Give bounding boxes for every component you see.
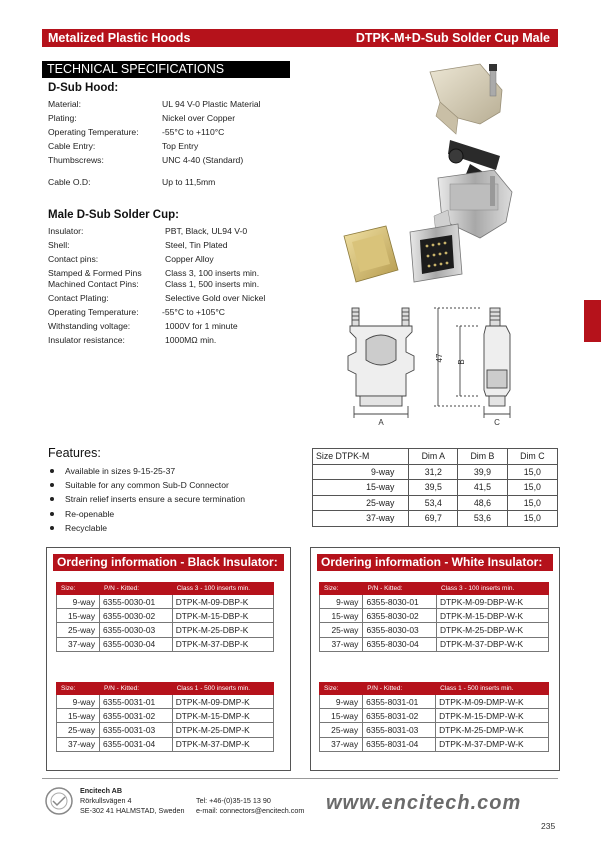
footer-contact — [196, 796, 304, 816]
table-row: 15-way 6355-8031-02 DTPK-M-15-DMP-W-K — [320, 709, 549, 723]
male-cup-title: Male D-Sub Solder Cup: — [48, 209, 179, 221]
hood-top-image — [430, 64, 502, 134]
tech-spec-header — [42, 61, 290, 78]
bullet-icon — [50, 526, 54, 530]
table-header-row: Size: P/N - Kitted: Class 3 - 100 inserts min. — [57, 583, 274, 595]
spec-label: Operating Temperature: — [48, 307, 139, 317]
dsub-hood-title: D-Sub Hood: — [48, 82, 119, 94]
spec-value: -55°C to +105°C — [162, 307, 226, 317]
header-left-title: Metalized Plastic Hoods — [48, 31, 191, 45]
features-list — [48, 464, 245, 535]
header-bar — [42, 29, 558, 47]
spec-value: Up to 11,5mm — [162, 177, 216, 187]
spec-label: Withstanding voltage: — [48, 321, 131, 331]
spec-label: Insulator: — [48, 226, 84, 236]
order-white-box — [310, 547, 560, 771]
dim-b-label: B — [457, 359, 466, 365]
table-header-row: Size: P/N - Kitted: Class 3 - 100 inserts min. — [320, 583, 549, 595]
table-row: 37-way 69,7 53,6 15,0 — [313, 511, 558, 527]
table-row: 15-way 6355-8030-02 DTPK-M-15-DBP-W-K — [320, 609, 549, 623]
company-email[interactable]: e-mail: connectors@encitech.com — [196, 806, 305, 815]
bullet-icon — [50, 512, 54, 516]
table-row: 25-way 6355-8030-03 DTPK-M-25-DBP-W-K — [320, 623, 549, 637]
certification-seal-icon — [44, 786, 74, 816]
table-row: 9-way 6355-0031-01 DTPK-M-09-DMP-K — [57, 695, 274, 709]
dim-a-label: A — [378, 418, 384, 427]
page-number: 235 — [541, 821, 556, 831]
spec-value: 1000MΩ min. — [165, 335, 217, 345]
feature-item: Re-openable — [48, 507, 245, 521]
company-street: Rörkullsvägen 4 — [80, 796, 132, 805]
spec-value: 1000V for 1 minute — [165, 321, 238, 331]
table-row: 9-way 6355-8031-01 DTPK-M-09-DMP-W-K — [320, 695, 549, 709]
tech-spec-title: TECHNICAL SPECIFICATIONS — [47, 62, 225, 76]
spec-label: Thumbscrews: — [48, 155, 104, 165]
technical-drawing — [340, 300, 540, 435]
spec-label: Stamped & Formed Pins — [48, 268, 142, 278]
spec-value: Nickel over Copper — [162, 113, 236, 123]
spec-value: Selective Gold over Nickel — [165, 293, 266, 303]
table-row: 9-way 6355-0030-01 DTPK-M-09-DBP-K — [57, 595, 274, 609]
bullet-icon — [50, 497, 54, 501]
order-black-box — [46, 547, 291, 771]
feature-item: Available in sizes 9-15-25-37 — [48, 464, 245, 478]
table-row: 15-way 39,5 41,5 15,0 — [313, 480, 558, 496]
order-white-class3-table — [319, 582, 549, 652]
header-right-title: DTPK-M+D-Sub Solder Cup Male — [355, 31, 550, 45]
dimension-table — [312, 448, 558, 527]
table-row: 25-way 6355-0031-03 DTPK-M-25-DMP-K — [57, 723, 274, 737]
company-name: Encitech AB — [80, 786, 123, 795]
spec-label: Cable O.D: — [48, 177, 91, 187]
table-row: 15-way 6355-0031-02 DTPK-M-15-DMP-K — [57, 709, 274, 723]
order-white-title: Ordering information - White Insulator: — [317, 554, 553, 571]
table-row: 9-way 31,2 39,9 15,0 — [313, 464, 558, 480]
spec-value: Class 3, 100 inserts min. — [165, 268, 260, 278]
dimension-table-header: Size DTPK-M Dim A Dim B Dim C — [313, 449, 558, 465]
spec-value: UL 94 V-0 Plastic Material — [162, 99, 261, 109]
side-tab — [584, 300, 601, 342]
features-title: Features: — [48, 446, 101, 460]
spec-value: -55°C to +110°C — [162, 127, 225, 137]
table-row: 37-way 6355-0031-04 DTPK-M-37-DMP-K — [57, 737, 274, 751]
table-row: 37-way 6355-0030-04 DTPK-M-37-DBP-K — [57, 637, 274, 651]
company-tel: Tel: +46-(0)35-15 13 90 — [196, 796, 271, 805]
spec-label: Cable Entry: — [48, 141, 96, 151]
product-photo — [330, 60, 530, 290]
table-row: 15-way 6355-0030-02 DTPK-M-15-DBP-K — [57, 609, 274, 623]
feature-item: Recyclable — [48, 521, 245, 535]
spec-label: Contact Plating: — [48, 293, 109, 303]
table-row: 37-way 6355-8030-04 DTPK-M-37-DBP-W-K — [320, 637, 549, 651]
spec-label: Shell: — [48, 240, 70, 250]
spec-label: Insulator resistance: — [48, 335, 125, 345]
spec-label: Material: — [48, 99, 81, 109]
spec-label: Plating: — [48, 113, 77, 123]
spec-label: Operating Temperature: — [48, 127, 139, 137]
dim-47-label: 47 — [435, 353, 444, 363]
table-row: 37-way 6355-8031-04 DTPK-M-37-DMP-W-K — [320, 737, 549, 751]
spec-value: PBT, Black, UL94 V-0 — [165, 226, 248, 236]
table-row: 9-way 6355-8030-01 DTPK-M-09-DBP-W-K — [320, 595, 549, 609]
bullet-icon — [50, 483, 54, 487]
dim-c-label: C — [494, 418, 500, 427]
spec-label: Contact pins: — [48, 254, 99, 264]
feature-item: Strain relief inserts ensure a secure termination — [48, 492, 245, 506]
table-header-row: Size: P/N - Kitted: Class 1 - 500 inserts min. — [320, 683, 549, 695]
order-black-class1-table — [56, 682, 274, 752]
table-row: 25-way 6355-8031-03 DTPK-M-25-DMP-W-K — [320, 723, 549, 737]
table-header-row: Size: P/N - Kitted: Class 1 - 500 inserts min. — [57, 683, 274, 695]
spec-value: UNC 4-40 (Standard) — [162, 155, 244, 165]
spec-value: Top Entry — [162, 141, 199, 151]
spec-value: Class 1, 500 inserts min. — [165, 279, 260, 289]
order-black-title: Ordering information - Black Insulator: — [53, 554, 284, 571]
feature-item: Suitable for any common Sub-D Connector — [48, 478, 245, 492]
dsub-connector-image — [344, 224, 462, 282]
spec-value: Copper Alloy — [165, 254, 214, 264]
table-row: 25-way 6355-0030-03 DTPK-M-25-DBP-K — [57, 623, 274, 637]
order-white-class1-table — [319, 682, 549, 752]
spec-label: Machined Contact Pins: — [48, 279, 139, 289]
spec-value: Steel, Tin Plated — [165, 240, 228, 250]
footer-address — [80, 786, 185, 816]
footer-divider — [42, 778, 558, 779]
website-link[interactable]: www.encitech.com — [326, 792, 522, 814]
bullet-icon — [50, 469, 54, 473]
company-city: SE-302 41 HALMSTAD, Sweden — [80, 806, 185, 815]
table-row: 25-way 53,4 48,6 15,0 — [313, 495, 558, 511]
order-black-class3-table — [56, 582, 274, 652]
